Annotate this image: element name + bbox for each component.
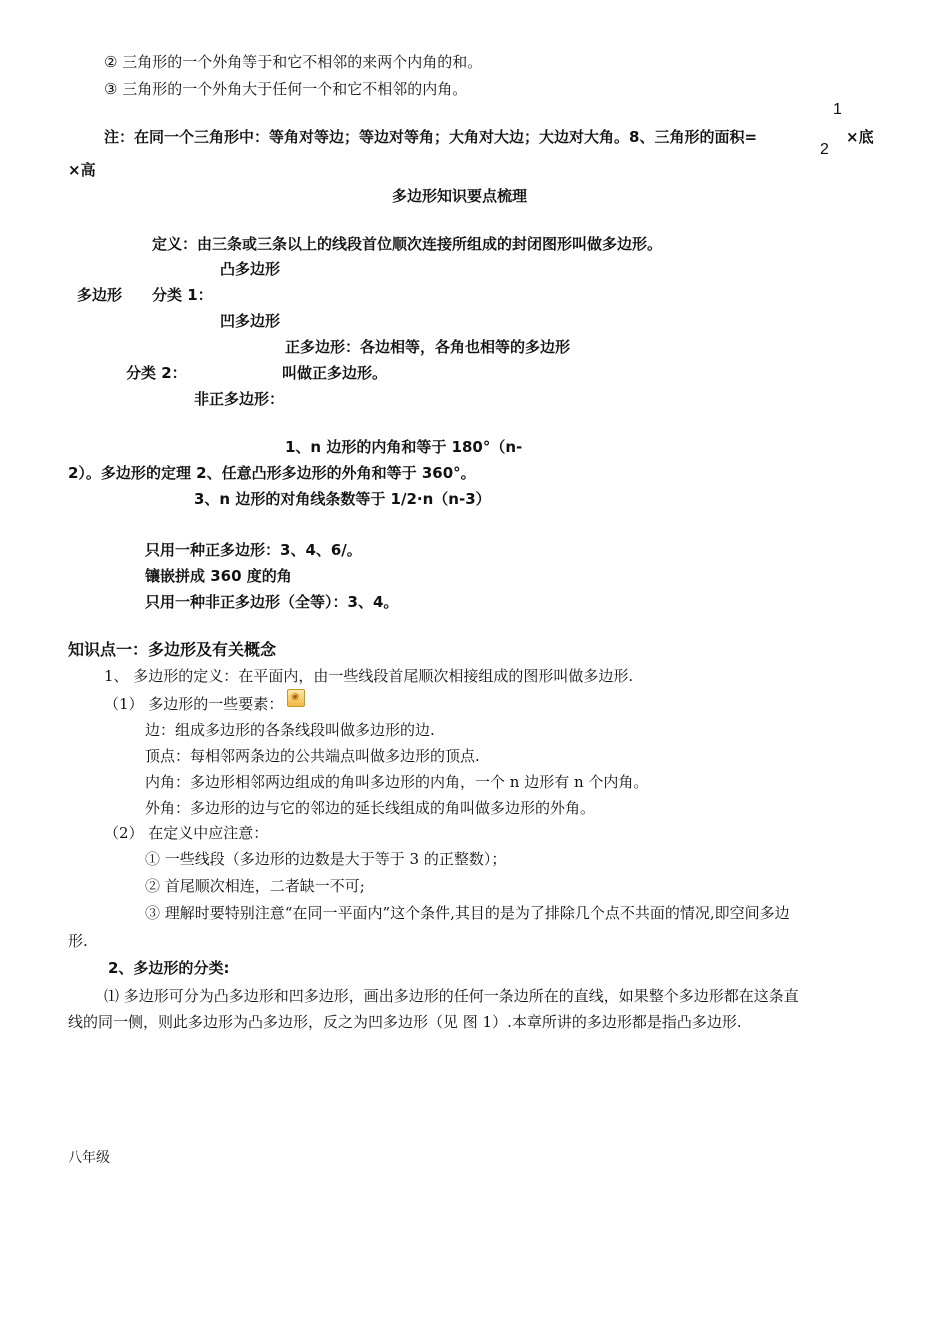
- triangle-item-3: ③ 三角形的一个外角大于任何一个和它不相邻的内角。: [104, 80, 468, 98]
- polygon-definition: 定义：由三条或三条以上的线段首位顺次连接所组成的封闭图形叫做多边形。: [152, 235, 663, 253]
- theorem-1-line-a: 1、n 边形的内角和等于 180°（n-: [285, 438, 523, 456]
- element-vertex: 顶点：每相邻两条边的公共端点叫做多边形的顶点.: [145, 747, 480, 765]
- times-height: ×高: [68, 161, 96, 179]
- concave-polygon-label: 凹多边形: [220, 312, 281, 330]
- polygon-definition-detail: 1、 多边形的定义：在平面内，由一些线段首尾顺次相接组成的图形叫做多边形.: [104, 667, 634, 685]
- classification-1-label: 分类 1：: [152, 286, 213, 304]
- regular-polygon-line-2: 叫做正多边形。: [282, 364, 388, 382]
- classification-paragraph-line-1: ⑴ 多边形可分为凸多边形和凹多边形，画出多边形的任何一条边所在的直线，如果整个多边形都在这条直: [104, 987, 799, 1005]
- theorem-1-line-b: 2）。多边形的定理 2、任意凸形多边形的外角和等于 360°。: [68, 464, 476, 482]
- theorem-3: 3、n 边形的对角线条数等于 1/2·n（n-3）: [194, 490, 491, 508]
- section-title: 多边形知识要点梳理: [392, 187, 528, 205]
- triangle-item-2: ② 三角形的一个外角等于和它不相邻的来两个内角的和。: [104, 53, 483, 71]
- element-exterior-angle: 外角：多边形的边与它的邻边的延长线组成的角叫做多边形的外角。: [145, 799, 596, 817]
- attention-item-1: ① 一些线段（多边形的边数是大于等于 3 的正整数）；: [145, 850, 507, 868]
- times-base: ×底: [846, 128, 874, 146]
- classification-heading: 2、多边形的分类:: [108, 959, 230, 977]
- polygon-label: 多边形: [77, 286, 123, 304]
- regular-polygon-line-1: 正多边形：各边相等，各角也相等的多边形: [285, 338, 571, 356]
- tessellation-regular: 只用一种正多边形：3、4、6/。: [145, 541, 362, 559]
- attention-title: （2） 在定义中应注意：: [104, 824, 269, 842]
- note-icon: ❀: [287, 689, 305, 707]
- fraction-numerator: 1: [833, 101, 842, 118]
- irregular-polygon-label: 非正多边形：: [194, 390, 285, 408]
- triangle-note: 注：在同一个三角形中：等角对等边；等边对等角；大角对大边；大边对大角。8、三角形的面积=: [104, 128, 758, 146]
- attention-item-2: ② 首尾顺次相连，二者缺一不可;: [145, 877, 365, 895]
- knowledge-point-heading: 知识点一：多边形及有关概念: [68, 640, 277, 659]
- elements-title: （1） 多边形的一些要素：: [104, 695, 284, 713]
- convex-polygon-label: 凸多边形: [220, 260, 281, 278]
- tessellation-irregular: 只用一种非正多边形（全等）：3、4。: [145, 593, 399, 611]
- classification-paragraph-line-2: 线的同一侧，则此多边形为凸多边形，反之为凹多边形（见 图 1）.本章所讲的多边形都是指凸多边形.: [68, 1013, 742, 1031]
- fraction-denominator: 2: [820, 141, 829, 158]
- attention-item-3-line-b: 形.: [68, 932, 88, 950]
- tessellation-360: 镶嵌拼成 360 度的角: [145, 567, 292, 585]
- footer-grade: 八年级: [68, 1150, 110, 1166]
- classification-2-label: 分类 2：: [126, 364, 187, 382]
- element-side: 边：组成多边形的各条线段叫做多边形的边.: [145, 721, 435, 739]
- attention-item-3-line-a: ③ 理解时要特别注意“在同一平面内”这个条件,其目的是为了排除几个点不共面的情况,即空间多边: [145, 904, 790, 922]
- element-interior-angle: 内角：多边形相邻两边组成的角叫多边形的内角，一个 n 边形有 n 个内角。: [145, 773, 649, 791]
